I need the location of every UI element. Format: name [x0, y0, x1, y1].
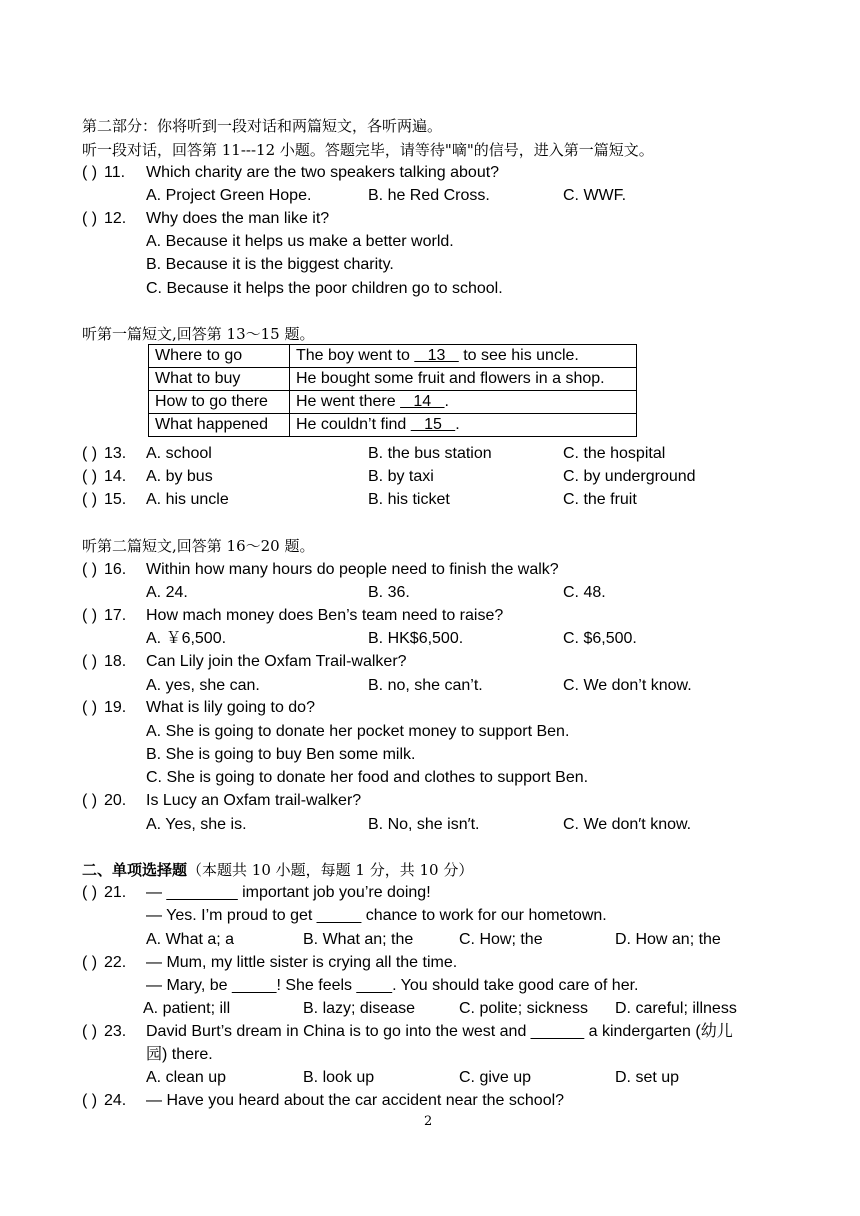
option-a: A. clean up: [146, 1069, 227, 1086]
option-c: C. WWF.: [563, 187, 627, 204]
section-intro: 第二部分：你将听到一段对话和两篇短文，各听两遍。: [82, 117, 443, 135]
question-number: 20.: [104, 792, 127, 809]
option-a: A. 24.: [146, 584, 188, 601]
answer-blank[interactable]: ( ): [82, 884, 98, 901]
option-a: A. his uncle: [146, 491, 229, 508]
answer-blank[interactable]: ( ): [82, 954, 98, 971]
part2-note: （本题共 10 小题，每题 1 分，共 10 分）: [187, 861, 474, 879]
option-c: C. the fruit: [563, 491, 637, 508]
question-text: How mach money does Ben’s team need to raise?: [146, 607, 504, 624]
question-number: 22.: [104, 954, 127, 971]
option-b: B. he Red Cross.: [368, 187, 490, 204]
part2-heading: [82, 860, 473, 880]
question-number: 15.: [104, 491, 127, 508]
question-number: 14.: [104, 468, 127, 485]
option-b: B. No, she isn′t.: [368, 816, 480, 833]
option-b: B. HK$6,500.: [368, 630, 464, 647]
option-a: A. yes, she can.: [146, 677, 260, 694]
option-a: A. Because it helps us make a better world.: [146, 233, 454, 250]
option-b: B. by taxi: [368, 468, 434, 485]
passage1-intro: 听第一篇短文,回答第 13～15 题。: [82, 325, 315, 343]
question-text-line2: 园) there.: [146, 1046, 213, 1063]
option-a: A. by bus: [146, 468, 213, 485]
row-content: He couldn’t find 15 .: [290, 414, 637, 437]
option-d: D. careful; illness: [615, 1000, 737, 1017]
option-c: C. We don’t know.: [563, 677, 692, 694]
question-number: 18.: [104, 653, 127, 670]
option-c: C. polite; sickness: [459, 1000, 588, 1017]
option-a: A. Project Green Hope.: [146, 187, 312, 204]
blank-13: 13: [414, 347, 459, 364]
question-number: 16.: [104, 561, 127, 578]
row-content: He bought some fruit and flowers in a shop.: [290, 368, 637, 391]
answer-blank[interactable]: ( ): [82, 210, 98, 227]
answer-blank[interactable]: ( ): [82, 653, 98, 670]
option-b: B. his ticket: [368, 491, 450, 508]
question-text: Within how many hours do people need to finish the walk?: [146, 561, 559, 578]
answer-blank[interactable]: ( ): [82, 164, 98, 181]
answer-blank[interactable]: ( ): [82, 468, 98, 485]
option-a: A. school: [146, 445, 212, 462]
option-c: C. How; the: [459, 931, 543, 948]
row-label: What to buy: [149, 368, 290, 391]
page-number: 2: [424, 1114, 433, 1129]
question-number: 21.: [104, 884, 127, 901]
info-table: [148, 344, 637, 437]
option-a: A. What a; a: [146, 931, 235, 948]
option-c: C. by underground: [563, 468, 696, 485]
option-d: D. How an; the: [615, 931, 721, 948]
passage2-intro: 听第二篇短文,回答第 16～20 题。: [82, 537, 315, 555]
table-row: [149, 345, 637, 368]
option-b: B. 36.: [368, 584, 410, 601]
option-c: C. Because it helps the poor children go to school.: [146, 280, 503, 297]
question-text: — Mum, my little sister is crying all the time.: [146, 954, 458, 971]
row-label: How to go there: [149, 391, 290, 414]
option-c: C. give up: [459, 1069, 532, 1086]
question-number: 24.: [104, 1092, 127, 1109]
option-a: A. She is going to donate her pocket money to support Ben.: [146, 723, 570, 740]
option-c: C. We don′t know.: [563, 816, 692, 833]
option-c: C. the hospital: [563, 445, 666, 462]
question-number: 12.: [104, 210, 127, 227]
table-row: [149, 368, 637, 391]
question-text: — Have you heard about the car accident near the school?: [146, 1092, 565, 1109]
row-content: He went there 14 .: [290, 391, 637, 414]
option-b: B. She is going to buy Ben some milk.: [146, 746, 416, 763]
option-b: B. Because it is the biggest charity.: [146, 256, 394, 273]
answer-blank[interactable]: ( ): [82, 1023, 98, 1040]
answer-blank[interactable]: ( ): [82, 561, 98, 578]
option-a: A. patient; ill: [143, 1000, 231, 1017]
table-row: [149, 391, 637, 414]
option-b: B. the bus station: [368, 445, 492, 462]
row-label: What happened: [149, 414, 290, 437]
blank-14: 14: [400, 393, 445, 410]
option-a: A. ￥6,500.: [146, 630, 227, 647]
row-content: The boy went to 13 to see his uncle.: [290, 345, 637, 368]
question-text: Why does the man like it?: [146, 210, 330, 227]
dialog-intro: 听一段对话，回答第 11---12 小题。答题完毕，请等待"嘀"的信号，进入第一篇短文。: [82, 141, 654, 159]
option-d: D. set up: [615, 1069, 680, 1086]
answer-blank[interactable]: ( ): [82, 607, 98, 624]
answer-blank[interactable]: ( ): [82, 445, 98, 462]
question-number: 13.: [104, 445, 127, 462]
question-number: 23.: [104, 1023, 127, 1040]
option-a: A. Yes, she is.: [146, 816, 247, 833]
option-b: B. look up: [303, 1069, 375, 1086]
option-b: B. no, she can’t.: [368, 677, 483, 694]
answer-blank[interactable]: ( ): [82, 491, 98, 508]
question-number: 11.: [104, 164, 126, 181]
blank-15: 15: [410, 416, 456, 433]
question-text: Is Lucy an Oxfam trail-walker?: [146, 792, 362, 809]
question-text: What is lily going to do?: [146, 699, 315, 716]
option-c: C. 48.: [563, 584, 606, 601]
answer-blank[interactable]: ( ): [82, 792, 98, 809]
answer-blank[interactable]: ( ): [82, 699, 98, 716]
question-text: David Burt’s dream in China is to go into the west and ______ a kindergarten (幼儿: [146, 1023, 733, 1040]
question-text-line2: — Yes. I’m proud to get _____ chance to work for our hometown.: [146, 907, 607, 924]
question-number: 19.: [104, 699, 127, 716]
answer-blank[interactable]: ( ): [82, 1092, 98, 1109]
option-b: B. What an; the: [303, 931, 414, 948]
question-text-line2: — Mary, be _____! She feels ____. You should take good care of her.: [146, 977, 639, 994]
part2-title: 二、单项选择题: [82, 861, 188, 879]
option-c: C. $6,500.: [563, 630, 637, 647]
row-label: Where to go: [149, 345, 290, 368]
option-c: C. She is going to donate her food and clothes to support Ben.: [146, 769, 589, 786]
question-text: Which charity are the two speakers talking about?: [146, 164, 500, 181]
question-text: — ________ important job you’re doing!: [146, 884, 431, 901]
question-text: Can Lily join the Oxfam Trail-walker?: [146, 653, 407, 670]
table-row: [149, 414, 637, 437]
option-b: B. lazy; disease: [303, 1000, 416, 1017]
question-number: 17.: [104, 607, 127, 624]
